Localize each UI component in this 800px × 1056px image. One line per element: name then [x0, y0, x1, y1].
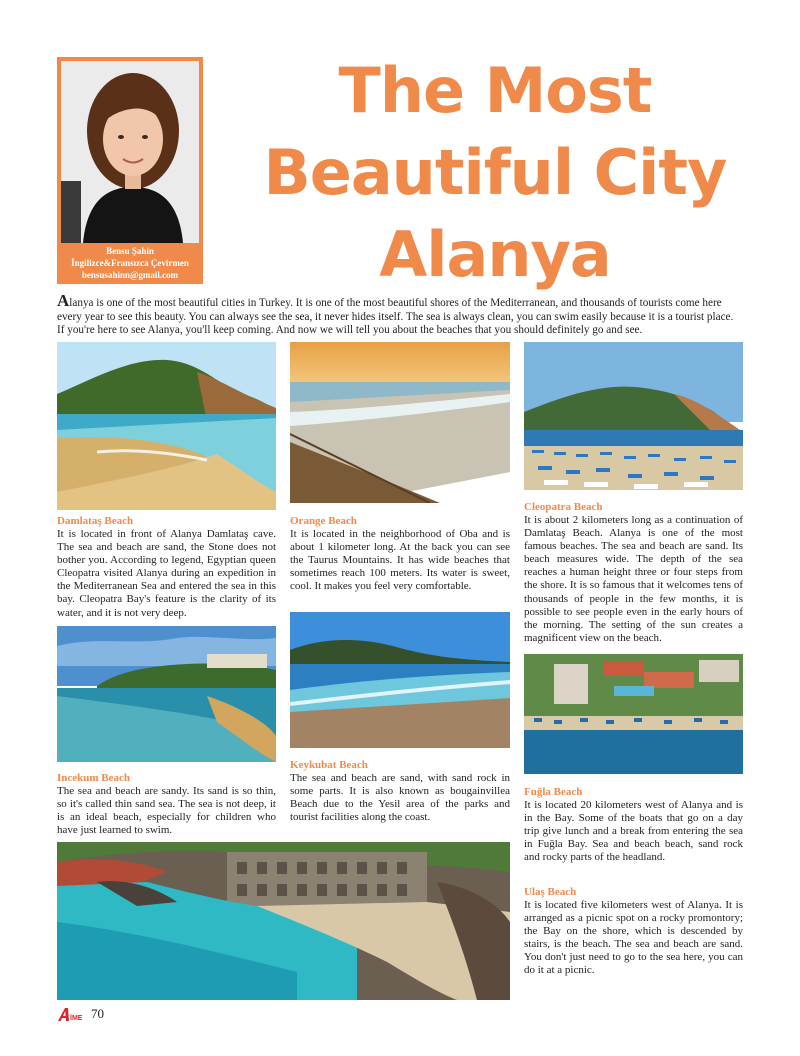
intro-paragraph [57, 291, 743, 338]
keykubat-beach-section [290, 759, 510, 824]
damlatas-beach-section [57, 515, 276, 620]
fugla-beach-section [524, 786, 743, 864]
author-role: İngilizce&Fransızca Çevirmen [71, 258, 189, 268]
damlatas-beach-photo [57, 342, 276, 510]
intro-text: lanya is one of the most beautiful cities in Turkey. It is one of the most beautiful shores of the Mediterranean, and thousands of tourists come here every year to see this beauty. You can always see the sea, it never hides itself. The sea is always clean, you can swim easily because it is a tourist place. If you're here to see Alanya, you'll keep coming. And now we will tell you about the beaches that you should definitely go and see. [57, 297, 734, 337]
keykubat-beach-text: The sea and beach are sand, with sand rock in some parts. It is also known as bougainvillea Beach due to the Yesil area of the parks and tourist facilities along the coast. [290, 772, 510, 824]
incekum-beach-section [57, 772, 276, 837]
incekum-beach-photo [57, 626, 276, 762]
title-line-1: The Most [338, 54, 652, 127]
keykubat-beach-photo [290, 612, 510, 748]
orange-beach-photo [290, 342, 510, 503]
author-photo [61, 61, 199, 243]
cleopatra-beach-photo [524, 342, 743, 490]
drop-cap: A [57, 291, 70, 310]
incekum-beach-text: The sea and beach are sandy. Its sand is so thin, so it's called thin sand sea. The sea is not deep, it is an ideal beach, especially for children who have just learned to swim. [57, 785, 276, 837]
page-title [215, 50, 775, 296]
fugla-beach-heading: Fuğla Beach [524, 786, 583, 798]
cleopatra-beach-heading: Cleopatra Beach [524, 501, 603, 513]
title-line-3: Alanya [379, 218, 611, 291]
keykubat-beach-heading: Keykubat Beach [290, 759, 368, 771]
page-number: 70 [91, 1006, 104, 1021]
orange-beach-section [290, 515, 510, 593]
author-email: bensusahinn@gmail.com [81, 270, 179, 280]
ulas-beach-photo [57, 842, 510, 1000]
orange-beach-heading: Orange Beach [290, 515, 357, 527]
ulas-beach-section [524, 886, 743, 978]
author-name: Bensu Şahin [106, 246, 154, 256]
author-box [57, 57, 203, 284]
ulas-beach-text: It is located five kilometers west of Alanya. It is arranged as a picnic spot on a rocky promontory; the Bay on the shore, which is descended by stairs, is the beach. The sea and beach are sand. You don't just need to go to the sea here, you can do it at a picnic. [524, 899, 743, 977]
cleopatra-beach-text: It is about 2 kilometers long as a continuation of Damlataş Beach. Alanya is one of the most famous beaches. The sea and beach are sand. Its beach measures wide. The depth of the sea reaches a human height three or four steps from the shore. It is so famous that it welcomes tens of thousands of people in the few months, it is possible to see people even in the early hours of the morning. The setting of the sun creates a magnificent view on the beach. [524, 514, 743, 644]
magazine-logo [57, 1006, 91, 1022]
author-credit [57, 245, 203, 281]
svg-text:İME: İME [70, 1015, 83, 1022]
fugla-beach-photo [524, 654, 743, 774]
damlatas-beach-text: It is located in front of Alanya Damlataş cave. The sea and beach are sand, the Stone does not bother you. According to legend, Egyptian queen Cleopatra visited Alanya during an expedition in the Mediterranean Sea and entered the sea in this bay. Cleopatra Bay's feature is the clarity of its water, and it is not very deep. [57, 528, 276, 619]
fugla-beach-text: It is located 20 kilometers west of Alanya and is in the Bay. Some of the boats that go on a day trip give lunch and a break from entering the sea in Fuğla Bay. Sea and beach beach, sand rock and rocky parts of the headland. [524, 799, 743, 864]
orange-beach-text: It is located in the neighborhood of Oba and is about 1 kilometer long. At the back you can see the Taurus Mountains. It has wide beaches that sometimes reach 100 meters. Its water is sweet, cool. It makes you feel very comfortable. [290, 528, 510, 593]
damlatas-beach-heading: Damlataş Beach [57, 515, 134, 527]
title-line-2: Beautiful City [263, 136, 727, 209]
incekum-beach-heading: Incekum Beach [57, 772, 131, 784]
cleopatra-beach-section [524, 501, 743, 645]
ulas-beach-heading: Ulaş Beach [524, 886, 577, 898]
